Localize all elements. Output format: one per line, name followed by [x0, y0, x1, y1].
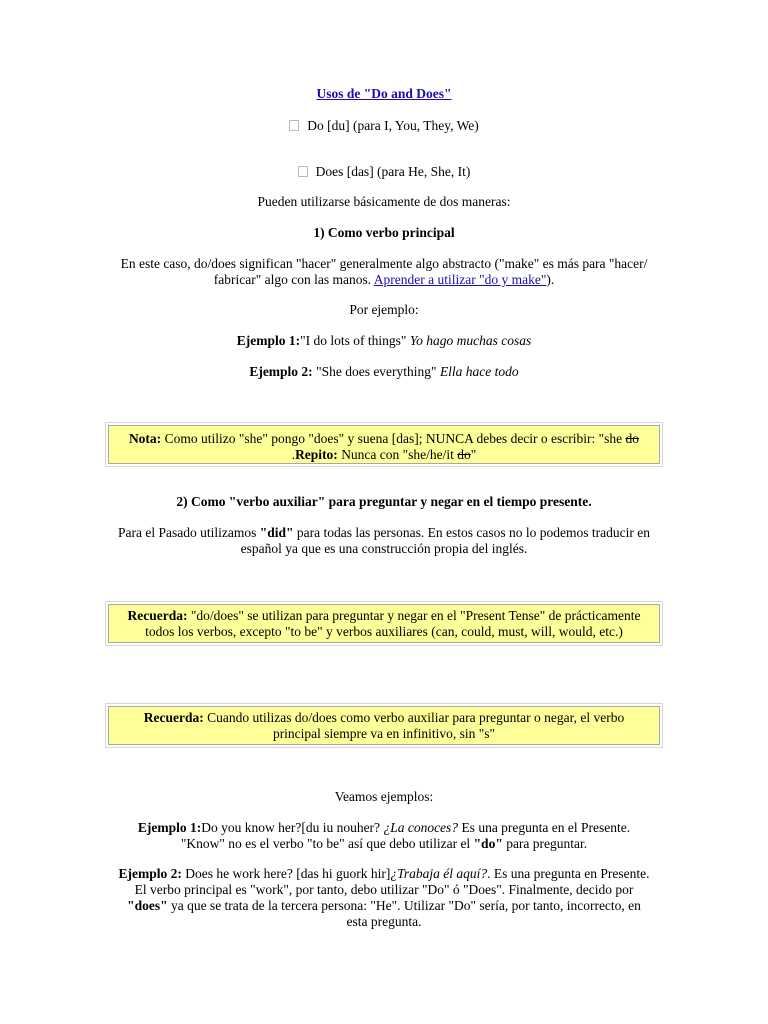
- section1-body-end: ).: [546, 272, 555, 287]
- bullet-do-text: Do [du] (para I, You, They, We): [307, 118, 479, 133]
- make-do-link[interactable]: Aprender a utilizar "do y make": [373, 272, 547, 287]
- e2-bold: "does": [127, 898, 168, 913]
- section2-body-b: para todas las personas. En estos casos no lo podemos traducir en español ya que es una construcción propia del inglés.: [240, 525, 651, 556]
- recuerda2-text: Cuando utilizas do/does como verbo auxiliar para preguntar o negar, el verbo principal siempre va en infinitivo, sin "s": [203, 710, 625, 741]
- recuerda-box-1: [108, 604, 660, 643]
- e2-text-c: ya que se trata de la tercera persona: "He". Utilizar "Do" sería, por tanto, incorrecto, en esta pregunta.: [167, 898, 641, 929]
- recuerda2-label: Recuerda:: [143, 710, 204, 725]
- repito-strike-do: do: [457, 447, 471, 462]
- page-title: [0, 86, 768, 102]
- section2-body-a: Para el Pasado utilizamos: [117, 525, 260, 540]
- veamos-ejemplos: Veamos ejemplos:: [334, 789, 434, 804]
- ej2-translation: Ella hace todo: [439, 364, 519, 379]
- e1-label: Ejemplo 1:: [137, 820, 202, 835]
- ejemplo-1-detail: [0, 820, 768, 852]
- e1-text-b: Es una pregunta en el Presente. "Know" no es el verbo "to be" así que debo utilizar el: [180, 820, 631, 851]
- ej1-text: "I do lots of things": [300, 333, 410, 348]
- nota-label: Nota:: [128, 431, 162, 446]
- e2-label: Ejemplo 2:: [118, 866, 182, 881]
- bullet-do: [0, 118, 768, 134]
- recuerda1-text: "do/does" se utilizan para preguntar y negar en el "Present Tense" de prácticamente todos los verbos, excepto "to be" y verbos auxiliares (can, could, must, will, would, etc.): [145, 608, 641, 639]
- section1-heading: [0, 225, 768, 241]
- e2-text-a: Does he work here? [das hi guork hir]: [181, 866, 391, 881]
- e1-text-a: Do you know her?[du iu nouher?: [201, 820, 384, 835]
- section2-heading: [0, 494, 768, 510]
- ej2-text: "She does everything": [312, 364, 440, 379]
- por-ejemplo: Por ejemplo:: [349, 302, 419, 317]
- bullet-glyph-icon: [298, 166, 308, 177]
- ejemplo-1: [0, 333, 768, 349]
- e1-text-c: para preguntar.: [502, 836, 588, 851]
- nota-strike-do: do: [625, 431, 640, 446]
- title-link[interactable]: Usos de "Do and Does": [316, 86, 452, 101]
- section2-heading-text: 2) Como "verbo auxiliar" para preguntar y negar en el tiempo presente.: [176, 494, 592, 509]
- bullet-does: [0, 164, 768, 180]
- repito-label: Repito:: [295, 447, 338, 462]
- nota-text: Como utilizo "she" pongo "does" y suena [das]; NUNCA debes decir o escribir: "she: [161, 431, 626, 446]
- section1-body-text: En este caso, do/does significan "hacer" generalmente algo abstracto ("make" es más para "hacer/ fabricar" algo con las manos.: [120, 256, 648, 287]
- nota-dot: .: [291, 447, 296, 462]
- nota-box: [108, 425, 660, 464]
- section1-heading-text: 1) Como verbo principal: [313, 225, 455, 240]
- e2-text-b: . Es una pregunta en Presente. El verbo principal es "work", por tanto, debo utilizar "Do" ó "Does". Finalmente, decido por: [134, 866, 650, 897]
- intro-text: Pueden utilizarse básicamente de dos maneras:: [257, 194, 511, 209]
- e2-italic: ¿Trabaja él aquí?: [390, 866, 488, 881]
- section1-body: [0, 256, 768, 288]
- recuerda1-label: Recuerda:: [127, 608, 188, 623]
- ej1-translation: Yo hago muchas cosas: [409, 333, 532, 348]
- bullet-glyph-icon: [289, 120, 299, 131]
- ej1-label: Ejemplo 1:: [236, 333, 301, 348]
- ej2-label: Ejemplo 2:: [249, 364, 313, 379]
- e1-bold: "do": [473, 836, 503, 851]
- section2-body: [0, 525, 768, 557]
- bullet-does-text: Does [das] (para He, She, It): [315, 164, 471, 179]
- recuerda-box-2: [108, 706, 660, 745]
- ejemplo-2: [0, 364, 768, 380]
- did-bold: "did": [259, 525, 294, 540]
- repito-end: ": [470, 447, 477, 462]
- repito-text: Nunca con "she/he/it: [337, 447, 458, 462]
- ejemplo-2-detail: [0, 866, 768, 930]
- e1-italic: ¿La conoces?: [383, 820, 459, 835]
